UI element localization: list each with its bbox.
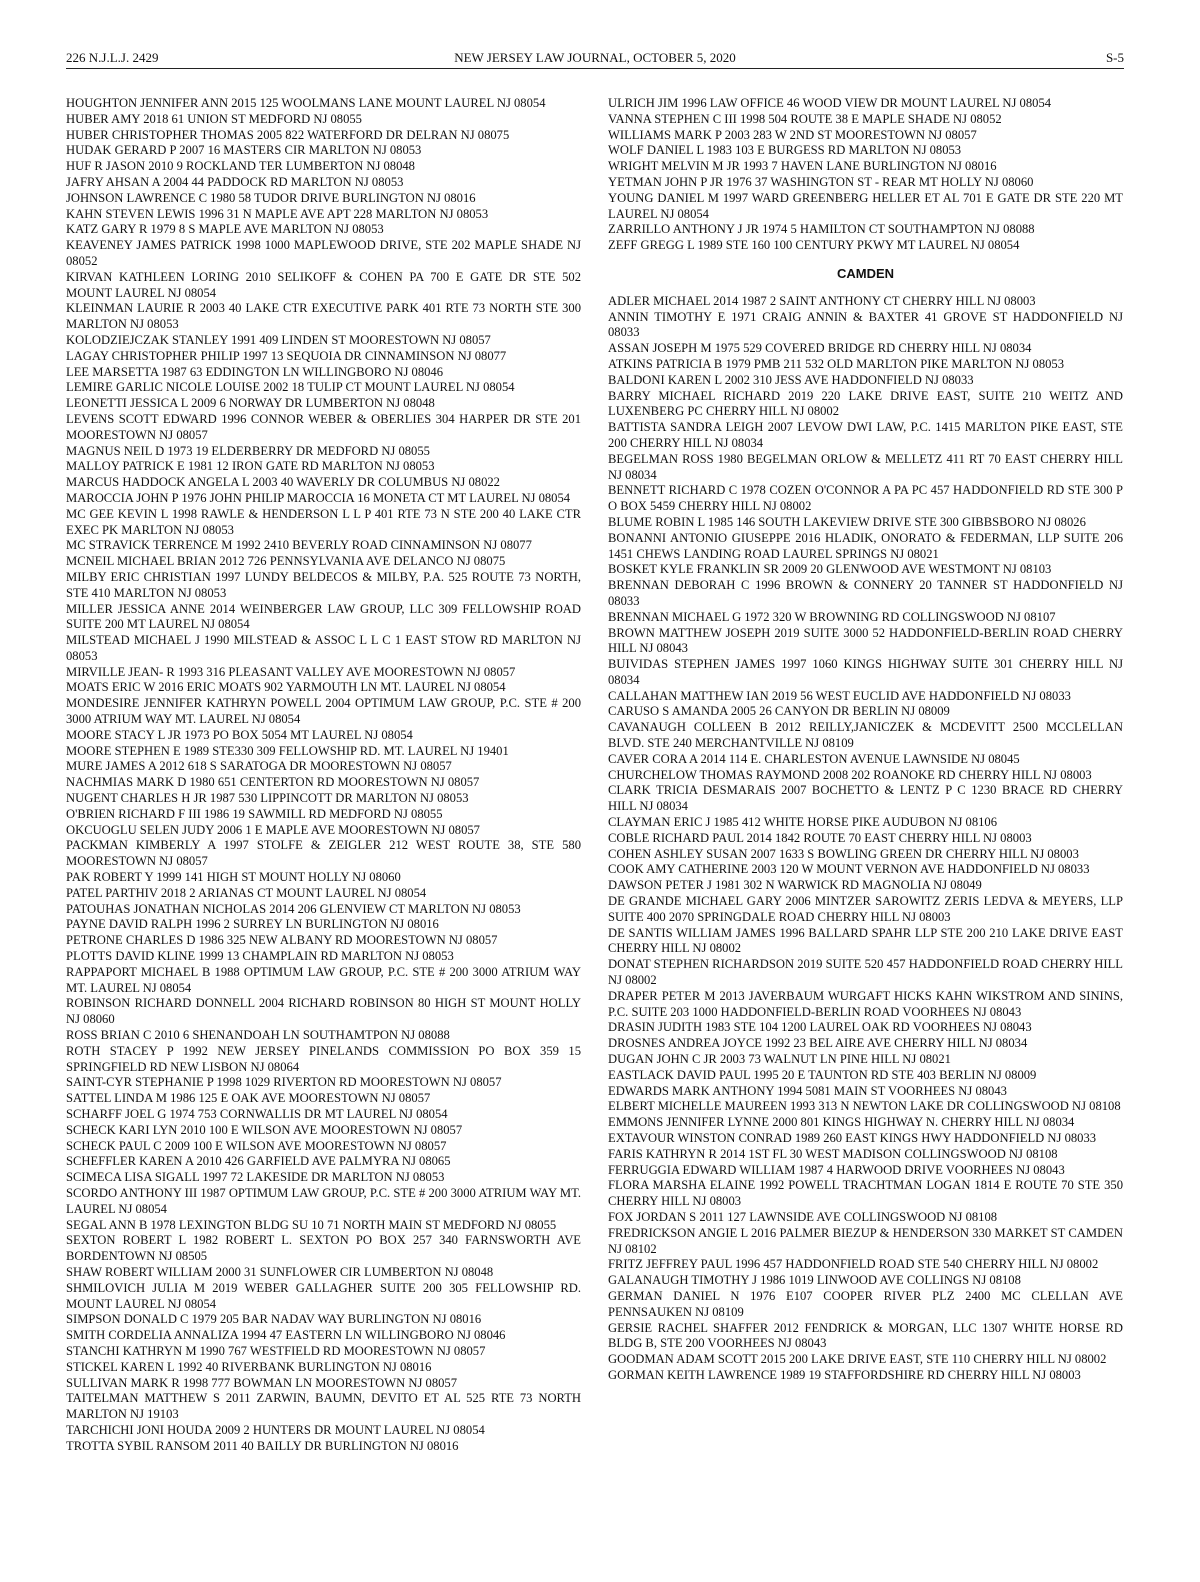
listing-entry: MCNEIL MICHAEL BRIAN 2012 726 PENNSYLVANIA AVE DELANCO NJ 08075 [66,554,506,569]
listing-entry: WRIGHT MELVIN M JR 1993 7 HAVEN LANE BURLINGTON NJ 08016 [608,159,997,174]
publication-title: NEW JERSEY LAW JOURNAL, OCTOBER 5, 2020 [454,50,736,65]
listing-entry: LEMIRE GARLIC NICOLE LOUISE 2002 18 TULIP CT MOUNT LAUREL NJ 08054 [66,380,515,395]
listing-entry: BOSKET KYLE FRANKLIN SR 2009 20 GLENWOOD AVE WESTMONT NJ 08103 [608,562,1052,577]
listing-entry: KIRVAN KATHLEEN LORING 2010 SELIKOFF & COHEN PA 700 E GATE DR STE 502 MOUNT LAUREL NJ 08054 [66,269,581,300]
listing-entry: BONANNI ANTONIO GIUSEPPE 2016 HLADIK, ONORATO & FEDERMAN, LLP SUITE 206 1451 CHEWS LANDING ROAD LAUREL SPRINGS NJ 08021 [608,530,1123,561]
listing-entry: SCIMECA LISA SIGALL 1997 72 LAKESIDE DR MARLTON NJ 08053 [66,1170,445,1185]
page-number: 226 N.J.L.J. 2429 [66,50,159,65]
listing-entry: FERRUGGIA EDWARD WILLIAM 1987 4 HARWOOD DRIVE VOORHEES NJ 08043 [608,1162,1065,1177]
listing-entry: CAVER CORA A 2014 114 E. CHARLESTON AVENUE LAWNSIDE NJ 08045 [608,751,1020,766]
listing-entry: DE GRANDE MICHAEL GARY 2006 MINTZER SAROWITZ ZERIS LEDVA & MEYERS, LLP SUITE 400 2070 SPRINGDALE ROAD CHERRY HILL NJ 08003 [608,894,1123,924]
listing-entry: ADLER MICHAEL 2014 1987 2 SAINT ANTHONY CT CHERRY HILL NJ 08003 [608,293,1036,308]
listing-entry: HOUGHTON JENNIFER ANN 2015 125 WOOLMANS LANE MOUNT LAUREL NJ 08054 [66,96,546,110]
listing-entry: SEGAL ANN B 1978 LEXINGTON BLDG SU 10 71 NORTH MAIN ST MEDFORD NJ 08055 [66,1217,557,1232]
listing-entry: BRENNAN MICHAEL G 1972 320 W BROWNING RD COLLINGSWOOD NJ 08107 [608,609,1056,624]
listing-entry: FOX JORDAN S 2011 127 LAWNSIDE AVE COLLINGSWOOD NJ 08108 [608,1209,998,1224]
listing-entry: ASSAN JOSEPH M 1975 529 COVERED BRIDGE RD CHERRY HILL NJ 08034 [608,341,1032,356]
listing-entry: SAINT-CYR STEPHANIE P 1998 1029 RIVERTON RD MOORESTOWN NJ 08057 [66,1075,502,1090]
listing-entry: SCHECK PAUL C 2009 100 E WILSON AVE MOORESTOWN NJ 08057 [66,1138,447,1153]
listing-entry: KOLODZIEJCZAK STANLEY 1991 409 LINDEN ST MOORESTOWN NJ 08057 [66,332,491,347]
listing-entry: GALANAUGH TIMOTHY J 1986 1019 LINWOOD AVE COLLINGS NJ 08108 [608,1273,1021,1288]
listing-entry: MAROCCIA JOHN P 1976 JOHN PHILIP MAROCCIA 16 MONETA CT MT LAUREL NJ 08054 [66,490,571,505]
listing-entry: GORMAN KEITH LAWRENCE 1989 19 STAFFORDSHIRE RD CHERRY HILL NJ 08003 [608,1367,1081,1382]
listing-entry: MIRVILLE JEAN- R 1993 316 PLEASANT VALLEY AVE MOORESTOWN NJ 08057 [66,664,516,679]
listing-entry: PATOUHAS JONATHAN NICHOLAS 2014 206 GLENVIEW CT MARLTON NJ 08053 [66,901,521,916]
listing-entry: MALLOY PATRICK E 1981 12 IRON GATE RD MARLTON NJ 08053 [66,459,435,474]
listing-entry: ATKINS PATRICIA B 1979 PMB 211 532 OLD MARLTON PIKE MARLTON NJ 08053 [608,356,1065,371]
listing-entry: HUBER CHRISTOPHER THOMAS 2005 822 WATERFORD DR DELRAN NJ 08075 [66,127,510,142]
listing-entry: O'BRIEN RICHARD F III 1986 19 SAWMILL RD MEDFORD NJ 08055 [66,806,443,821]
listing-entry: KAHN STEVEN LEWIS 1996 31 N MAPLE AVE APT 228 MARLTON NJ 08053 [66,206,489,221]
listing-entry: SULLIVAN MARK R 1998 777 BOWMAN LN MOORESTOWN NJ 08057 [66,1375,458,1390]
listing-entry: NACHMIAS MARK D 1980 651 CENTERTON RD MOORESTOWN NJ 08057 [66,775,480,790]
right-column-top-list [608,96,1123,254]
listing-entry: MONDESIRE JENNIFER KATHRYN POWELL 2004 OPTIMUM LAW GROUP, P.C. STE # 200 3000 ATRIUM WAY MT. LAUREL NJ 08054 [66,696,581,727]
listing-entry: LAGAY CHRISTOPHER PHILIP 1997 13 SEQUOIA DR CINNAMINSON NJ 08077 [66,348,507,363]
listing-entry: MURE JAMES A 2012 618 S SARATOGA DR MOORESTOWN NJ 08057 [66,759,452,774]
listing-entry: CLAYMAN ERIC J 1985 412 WHITE HORSE PIKE AUDUBON NJ 08106 [608,815,998,830]
listing-entry: SHAW ROBERT WILLIAM 2000 31 SUNFLOWER CIR LUMBERTON NJ 08048 [66,1264,494,1279]
listing-entry: BATTISTA SANDRA LEIGH 2007 LEVOW DWI LAW, P.C. 1415 MARLTON PIKE EAST, STE 200 CHERRY HILL NJ 08034 [608,420,1123,450]
listing-entry: KEAVENEY JAMES PATRICK 1998 1000 MAPLEWOOD DRIVE, STE 202 MAPLE SHADE NJ 08052 [66,238,581,268]
listing-entry: NUGENT CHARLES H JR 1987 530 LIPPINCOTT DR MARLTON NJ 08053 [66,791,469,806]
listing-entry: CLARK TRICIA DESMARAIS 2007 BOCHETTO & LENTZ P C 1230 BRACE RD CHERRY HILL NJ 08034 [608,783,1123,814]
right-column-bottom-list [608,294,1123,1384]
listing-entry: MOORE STACY L JR 1973 PO BOX 5054 MT LAUREL NJ 08054 [66,727,413,742]
listing-entry: DE SANTIS WILLIAM JAMES 1996 BALLARD SPAHR LLP STE 200 210 LAKE DRIVE EAST CHERRY HILL NJ 08002 [608,925,1123,956]
listing-entry: DROSNES ANDREA JOYCE 1992 23 BEL AIRE AVE CHERRY HILL NJ 08034 [608,1036,1028,1051]
listing-entry: DONAT STEPHEN RICHARDSON 2019 SUITE 520 457 HADDONFIELD ROAD CHERRY HILL NJ 08002 [608,957,1123,988]
listing-entry: BUIVIDAS STEPHEN JAMES 1997 1060 KINGS HIGHWAY SUITE 301 CHERRY HILL NJ 08034 [608,657,1123,687]
listing-entry: BALDONI KAREN L 2002 310 JESS AVE HADDONFIELD NJ 08033 [608,372,974,387]
listing-entry: LEONETTI JESSICA L 2009 6 NORWAY DR LUMBERTON NJ 08048 [66,396,435,411]
listing-entry: OKCUOGLU SELEN JUDY 2006 1 E MAPLE AVE MOORESTOWN NJ 08057 [66,822,480,837]
listing-entry: JOHNSON LAWRENCE C 1980 58 TUDOR DRIVE BURLINGTON NJ 08016 [66,190,476,205]
listing-entry: MC GEE KEVIN L 1998 RAWLE & HENDERSON L L P 401 RTE 73 N STE 200 40 LAKE CTR EXEC PK MARLTON NJ 08053 [66,506,581,537]
page-header [66,50,1124,69]
listing-entry: SIMPSON DONALD C 1979 205 BAR NADAV WAY BURLINGTON NJ 08016 [66,1312,482,1327]
listing-entry: TAITELMAN MATTHEW S 2011 ZARWIN, BAUMN, DEVITO ET AL 525 RTE 73 NORTH MARLTON NJ 19103 [66,1391,581,1422]
listing-entry: GERSIE RACHEL SHAFFER 2012 FENDRICK & MORGAN, LLC 1307 WHITE HORSE RD BLDG B, STE 200 VOORHEES NJ 08043 [608,1320,1123,1351]
listing-entry: STICKEL KAREN L 1992 40 RIVERBANK BURLINGTON NJ 08016 [66,1359,432,1374]
listing-entry: MOORE STEPHEN E 1989 STE330 309 FELLOWSHIP RD. MT. LAUREL NJ 19401 [66,743,509,758]
listing-entry: MILLER JESSICA ANNE 2014 WEINBERGER LAW GROUP, LLC 309 FELLOWSHIP ROAD SUITE 200 MT LAUREL NJ 08054 [66,601,581,632]
listing-entry: EMMONS JENNIFER LYNNE 2000 801 KINGS HIGHWAY N. CHERRY HILL NJ 08034 [608,1115,1075,1130]
listing-entry: PACKMAN KIMBERLY A 1997 STOLFE & ZEIGLER 212 WEST ROUTE 38, STE 580 MOORESTOWN NJ 08057 [66,838,581,869]
listing-entry: SCHEFFLER KAREN A 2010 426 GARFIELD AVE PALMYRA NJ 08065 [66,1154,451,1169]
listing-entry: PATEL PARTHIV 2018 2 ARIANAS CT MOUNT LAUREL NJ 08054 [66,885,427,900]
listing-entry: RAPPAPORT MICHAEL B 1988 OPTIMUM LAW GROUP, P.C. STE # 200 3000 ATRIUM WAY MT. LAUREL NJ 08054 [66,964,581,995]
listing-entry: ROSS BRIAN C 2010 6 SHENANDOAH LN SOUTHAMTPON NJ 08088 [66,1028,450,1043]
listing-entry: HUDAK GERARD P 2007 16 MASTERS CIR MARLTON NJ 08053 [66,143,422,158]
listing-entry: COBLE RICHARD PAUL 2014 1842 ROUTE 70 EAST CHERRY HILL NJ 08003 [608,830,1032,845]
listing-entry: JAFRY AHSAN A 2004 44 PADDOCK RD MARLTON NJ 08053 [66,174,404,189]
listing-entry: KATZ GARY R 1979 8 S MAPLE AVE MARLTON NJ 08053 [66,222,384,237]
listing-entry: FLORA MARSHA ELAINE 1992 POWELL TRACHTMAN LOGAN 1814 E ROUTE 70 STE 350 CHERRY HILL NJ 08003 [608,1178,1123,1209]
listing-entry: PETRONE CHARLES D 1986 325 NEW ALBANY RD MOORESTOWN NJ 08057 [66,933,498,948]
listing-entry: MAGNUS NEIL D 1973 19 ELDERBERRY DR MEDFORD NJ 08055 [66,443,430,458]
listing-entry: SMITH CORDELIA ANNALIZA 1994 47 EASTERN LN WILLINGBORO NJ 08046 [66,1328,506,1343]
listing-entry: MARCUS HADDOCK ANGELA L 2003 40 WAVERLY DR COLUMBUS NJ 08022 [66,475,500,490]
listing-entry: MILBY ERIC CHRISTIAN 1997 LUNDY BELDECOS & MILBY, P.A. 525 ROUTE 73 NORTH, STE 410 MARLTON NJ 08053 [66,569,581,600]
left-column [66,96,581,1455]
listing-entry: CHURCHELOW THOMAS RAYMOND 2008 202 ROANOKE RD CHERRY HILL NJ 08003 [608,767,1092,782]
listing-entry: DUGAN JOHN C JR 2003 73 WALNUT LN PINE HILL NJ 08021 [608,1052,951,1067]
listing-entry: WOLF DANIEL L 1983 103 E BURGESS RD MARLTON NJ 08053 [608,143,962,158]
section-page: S-5 [1105,50,1124,65]
listing-entry: DRAPER PETER M 2013 JAVERBAUM WURGAFT HICKS KAHN WIKSTROM AND SININS, P.C. SUITE 203 1000 HADDONFIELD-BERLIN ROAD VOORHEES NJ 08043 [608,988,1123,1019]
listing-entry: EDWARDS MARK ANTHONY 1994 5081 MAIN ST VOORHEES NJ 08043 [608,1083,1007,1098]
listing-entry: LEVENS SCOTT EDWARD 1996 CONNOR WEBER & OBERLIES 304 HARPER DR STE 201 MOORESTOWN NJ 08057 [66,411,581,442]
listing-entry: PLOTTS DAVID KLINE 1999 13 CHAMPLAIN RD MARLTON NJ 08053 [66,949,454,964]
listing-entry: ROBINSON RICHARD DONNELL 2004 RICHARD ROBINSON 80 HIGH ST MOUNT HOLLY NJ 08060 [66,996,581,1027]
listing-entry: DRASIN JUDITH 1983 STE 104 1200 LAUREL OAK RD VOORHEES NJ 08043 [608,1020,1032,1035]
listing-entry: GERMAN DANIEL N 1976 E107 COOPER RIVER PLZ 2400 MC CLELLAN AVE PENNSAUKEN NJ 08109 [608,1288,1123,1319]
listing-entry: COHEN ASHLEY SUSAN 2007 1633 S BOWLING GREEN DR CHERRY HILL NJ 08003 [608,846,1079,861]
listing-entry: PAK ROBERT Y 1999 141 HIGH ST MOUNT HOLLY NJ 08060 [66,870,401,885]
listing-entry: FREDRICKSON ANGIE L 2016 PALMER BIEZUP & HENDERSON 330 MARKET ST CAMDEN NJ 08102 [608,1225,1123,1256]
listing-entry: YOUNG DANIEL M 1997 WARD GREENBERG HELLER ET AL 701 E GATE DR STE 220 MT LAUREL NJ 08054 [608,190,1123,221]
listing-entry: LEE MARSETTA 1987 63 EDDINGTON LN WILLINGBORO NJ 08046 [66,364,444,379]
listing-entry: ZARRILLO ANTHONY J JR 1974 5 HAMILTON CT SOUTHAMPTON NJ 08088 [608,222,1035,237]
listing-entry: SEXTON ROBERT L 1982 ROBERT L. SEXTON PO BOX 257 340 FARNSWORTH AVE BORDENTOWN NJ 08505 [66,1233,581,1264]
listing-entry: EASTLACK DAVID PAUL 1995 20 E TAUNTON RD STE 403 BERLIN NJ 08009 [608,1067,1037,1082]
listing-entry: TARCHICHI JONI HOUDA 2009 2 HUNTERS DR MOUNT LAUREL NJ 08054 [66,1422,485,1437]
listing-entry: SCHARFF JOEL G 1974 753 CORNWALLIS DR MT LAUREL NJ 08054 [66,1107,448,1121]
listing-entry: YETMAN JOHN P JR 1976 37 WASHINGTON ST - REAR MT HOLLY NJ 08060 [608,174,1034,189]
listing-entry: BENNETT RICHARD C 1978 COZEN O'CONNOR A PA PC 457 HADDONFIELD RD STE 300 P O BOX 5459 CHERRY HILL NJ 08002 [608,483,1123,514]
listing-entry: ELBERT MICHELLE MAUREEN 1993 313 N NEWTON LAKE DR COLLINGSWOOD NJ 08108 [608,1099,1121,1114]
listing-entry: ULRICH JIM 1996 LAW OFFICE 46 WOOD VIEW DR MOUNT LAUREL NJ 08054 [608,96,1052,110]
listing-entry: FARIS KATHRYN R 2014 1ST FL 30 WEST MADISON COLLINGSWOOD NJ 08108 [608,1146,1058,1161]
listing-entry: COOK AMY CATHERINE 2003 120 W MOUNT VERNON AVE HADDONFIELD NJ 08033 [608,862,1090,877]
listing-entry: CARUSO S AMANDA 2005 26 CANYON DR BERLIN NJ 08009 [608,704,950,719]
listing-entry: BRENNAN DEBORAH C 1996 BROWN & CONNERY 20 TANNER ST HADDONFIELD NJ 08033 [608,578,1123,608]
listing-entry: SCORDO ANTHONY III 1987 OPTIMUM LAW GROUP, P.C. STE # 200 3000 ATRIUM WAY MT. LAUREL NJ 08054 [66,1185,581,1216]
listing-entry: DAWSON PETER J 1981 302 N WARWICK RD MAGNOLIA NJ 08049 [608,878,982,893]
listing-entry: ANNIN TIMOTHY E 1971 CRAIG ANNIN & BAXTER 41 GROVE ST HADDONFIELD NJ 08033 [608,309,1123,340]
listing-entry: BLUME ROBIN L 1985 146 SOUTH LAKEVIEW DRIVE STE 300 GIBBSBORO NJ 08026 [608,514,1086,529]
listing-entry: ZEFF GREGG L 1989 STE 160 100 CENTURY PKWY MT LAUREL NJ 08054 [608,238,1020,253]
listing-entry: CAVANAUGH COLLEEN B 2012 REILLY,JANICZEK & MCDEVITT 2500 MCCLELLAN BLVD. STE 240 MERCHANTVILLE NJ 08109 [608,720,1123,751]
listing-entry: FRITZ JEFFREY PAUL 1996 457 HADDONFIELD ROAD STE 540 CHERRY HILL NJ 08002 [608,1257,1099,1272]
listing-entry: ROTH STACEY P 1992 NEW JERSEY PINELANDS COMMISSION PO BOX 359 15 SPRINGFIELD RD NEW LISBON NJ 08064 [66,1043,581,1074]
listing-entry: WILLIAMS MARK P 2003 283 W 2ND ST MOORESTOWN NJ 08057 [608,127,977,142]
listing-entry: CALLAHAN MATTHEW IAN 2019 56 WEST EUCLID AVE HADDONFIELD NJ 08033 [608,688,1071,703]
right-column [608,96,1123,1384]
listing-entry: SATTEL LINDA M 1986 125 E OAK AVE MOORESTOWN NJ 08057 [66,1091,431,1106]
listing-entry: GOODMAN ADAM SCOTT 2015 200 LAKE DRIVE EAST, STE 110 CHERRY HILL NJ 08002 [608,1352,1107,1367]
listing-entry: TROTTA SYBIL RANSOM 2011 40 BAILLY DR BURLINGTON NJ 08016 [66,1438,459,1453]
section-heading: CAMDEN [836,265,895,281]
listing-entry: BARRY MICHAEL RICHARD 2019 220 LAKE DRIVE EAST, SUITE 210 WEITZ AND LUXENBERG PC CHERRY HILL NJ 08002 [608,388,1123,419]
listing-entry: MILSTEAD MICHAEL J 1990 MILSTEAD & ASSOC L L C 1 EAST STOW RD MARLTON NJ 08053 [66,633,581,663]
listing-entry: SCHECK KARI LYN 2010 100 E WILSON AVE MOORESTOWN NJ 08057 [66,1122,463,1137]
listing-entry: MOATS ERIC W 2016 ERIC MOATS 902 YARMOUTH LN MT. LAUREL NJ 08054 [66,680,506,695]
listing-entry: SHMILOVICH JULIA M 2019 WEBER GALLAGHER SUITE 200 305 FELLOWSHIP RD. MOUNT LAUREL NJ 08054 [66,1280,581,1311]
listing-entry: KLEINMAN LAURIE R 2003 40 LAKE CTR EXECUTIVE PARK 401 RTE 73 NORTH STE 300 MARLTON NJ 08053 [66,301,581,332]
listing-entry: BROWN MATTHEW JOSEPH 2019 SUITE 3000 52 HADDONFIELD-BERLIN ROAD CHERRY HILL NJ 08043 [608,625,1123,656]
listing-entry: EXTAVOUR WINSTON CONRAD 1989 260 EAST KINGS HWY HADDONFIELD NJ 08033 [608,1131,1097,1145]
listing-entry: VANNA STEPHEN C III 1998 504 ROUTE 38 E MAPLE SHADE NJ 08052 [608,111,1002,126]
listing-entry: PAYNE DAVID RALPH 1996 2 SURREY LN BURLINGTON NJ 08016 [66,917,439,932]
listing-entry: BEGELMAN ROSS 1980 BEGELMAN ORLOW & MELLETZ 411 RT 70 EAST CHERRY HILL NJ 08034 [608,451,1123,482]
listing-entry: HUBER AMY 2018 61 UNION ST MEDFORD NJ 08055 [66,111,362,126]
listing-entry: HUF R JASON 2010 9 ROCKLAND TER LUMBERTON NJ 08048 [66,159,415,174]
listing-entry: STANCHI KATHRYN M 1990 767 WESTFIELD RD MOORESTOWN NJ 08057 [66,1343,486,1358]
listing-entry: MC STRAVICK TERRENCE M 1992 2410 BEVERLY ROAD CINNAMINSON NJ 08077 [66,538,532,553]
